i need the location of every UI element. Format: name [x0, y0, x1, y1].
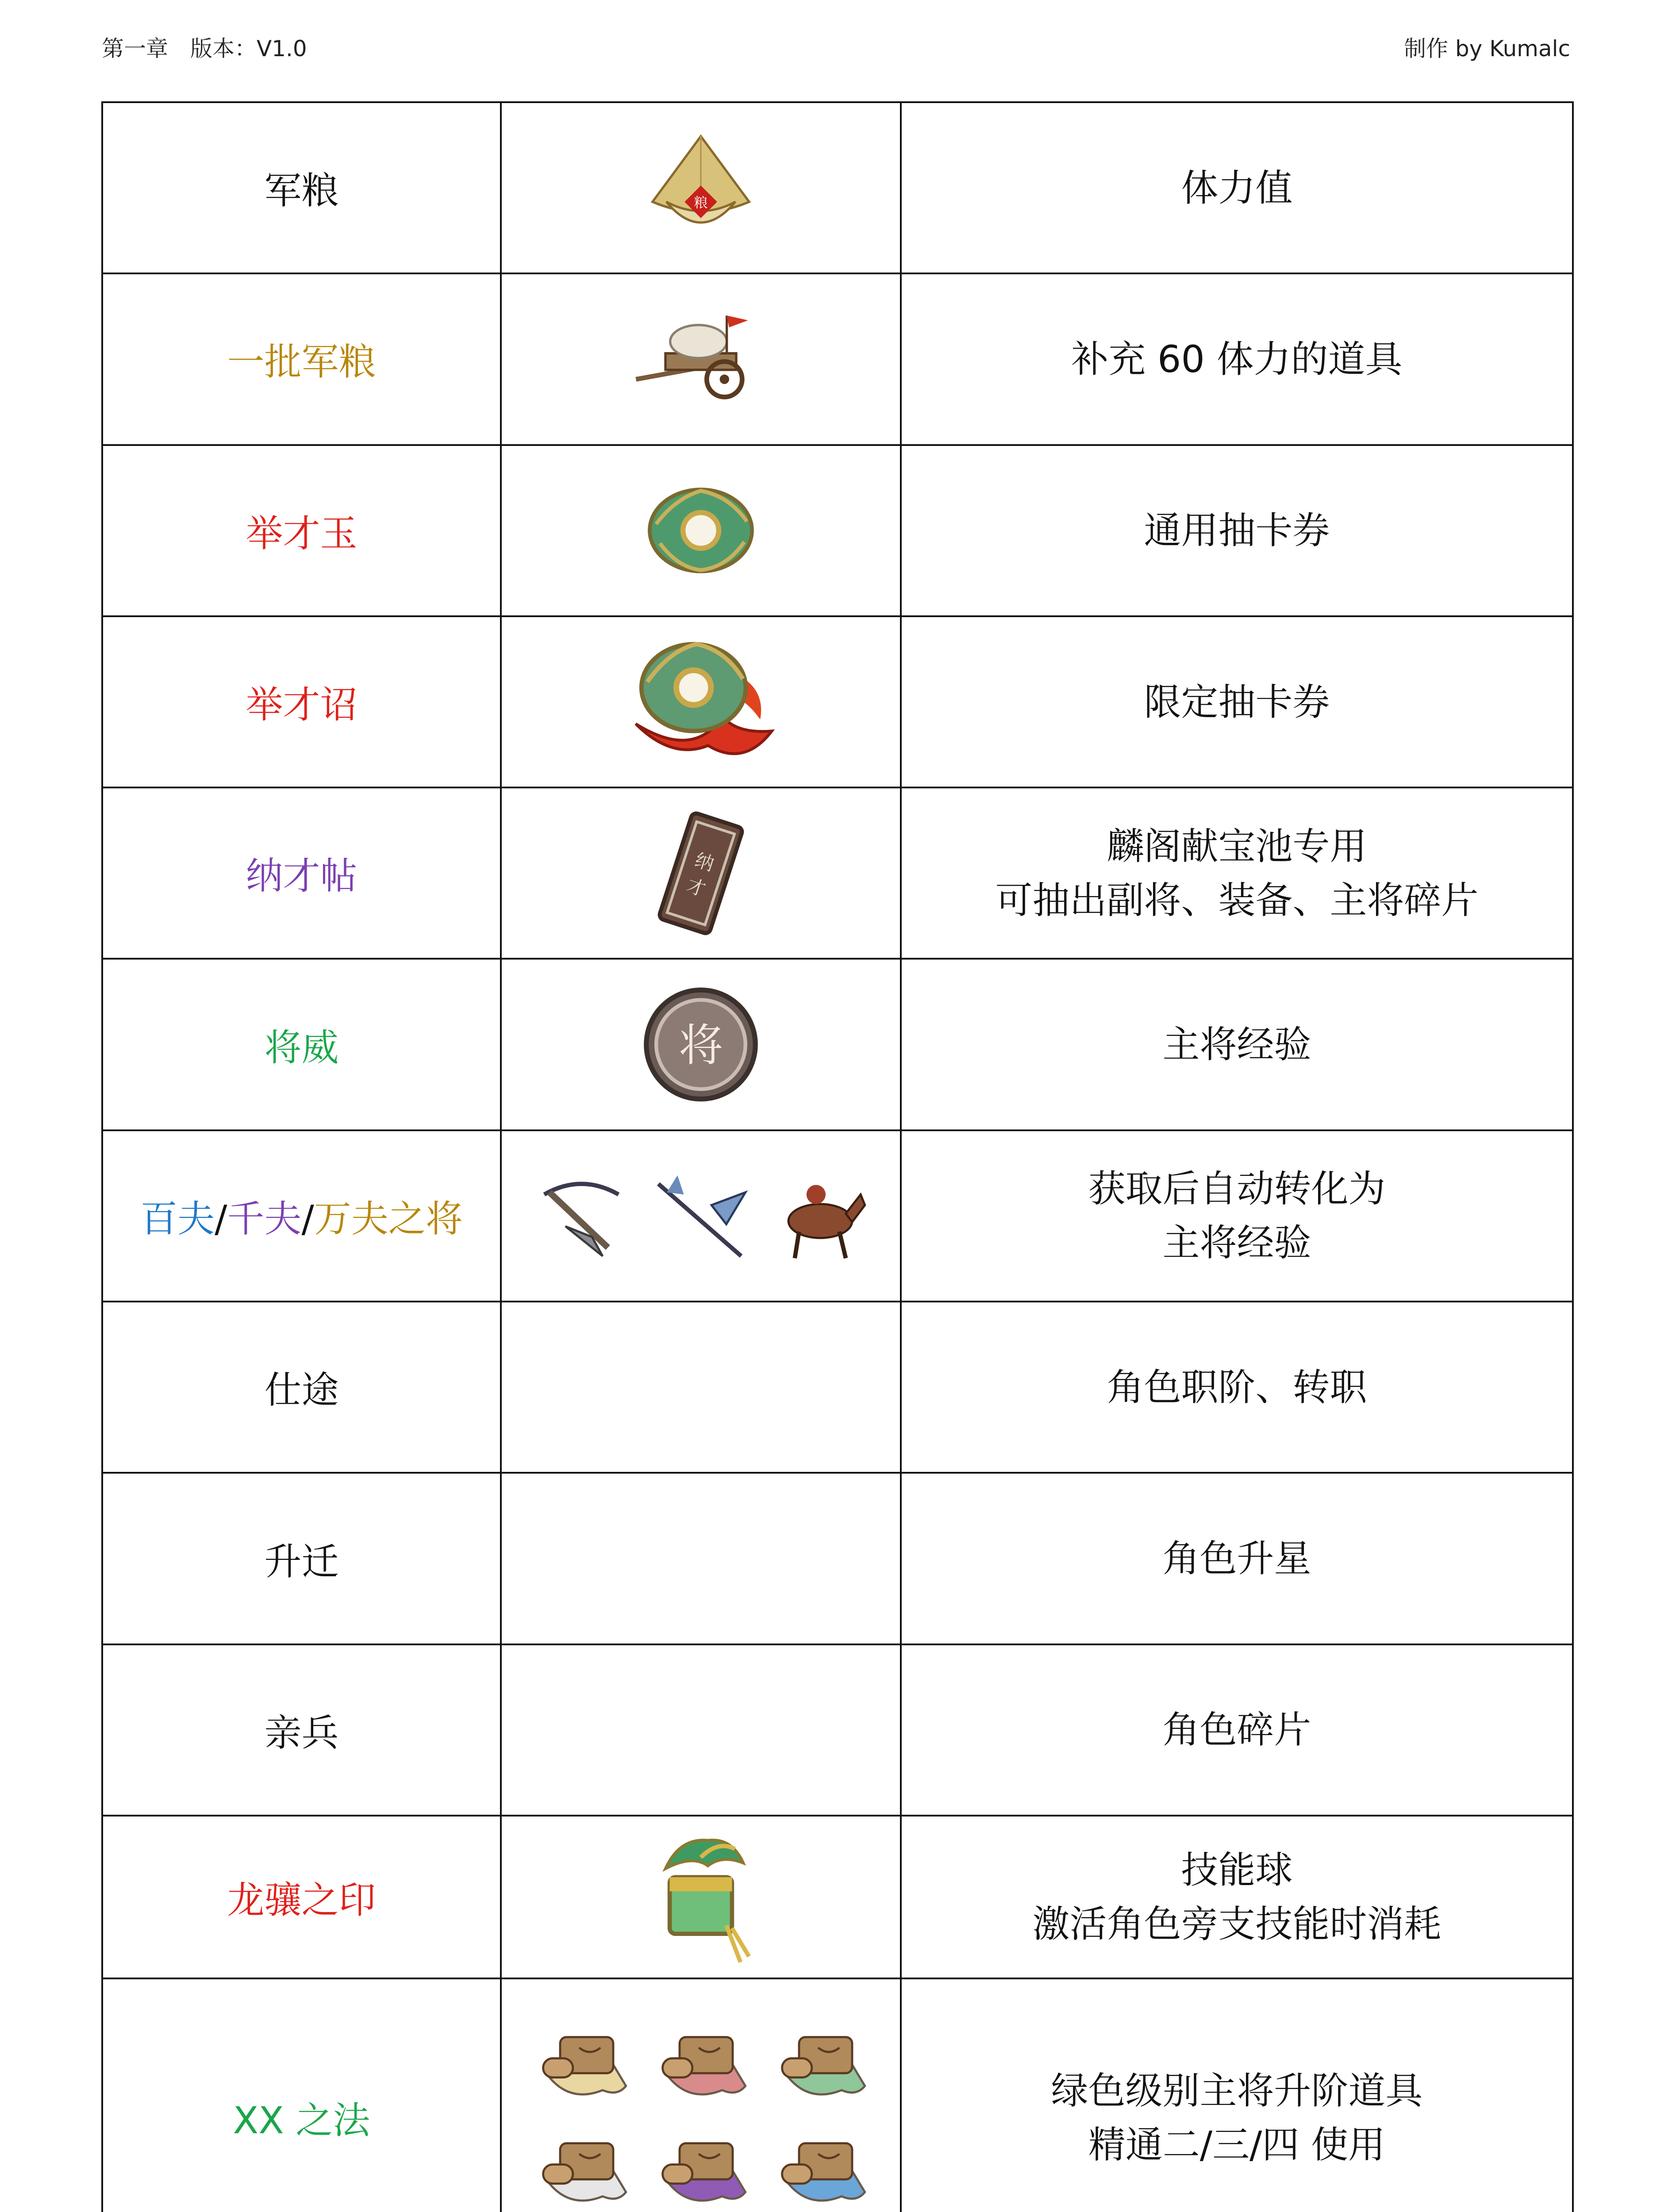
item-name: 将威 [102, 959, 501, 1130]
table-row [102, 1978, 1573, 2212]
svg-text:粮: 粮 [694, 195, 708, 211]
name-sep: / [301, 1197, 314, 1240]
hat-icon [643, 131, 758, 246]
item-table [101, 101, 1574, 2212]
table-row [102, 273, 1573, 445]
cart-icon [630, 304, 772, 415]
item-name: 举才玉 [102, 445, 501, 616]
table-row [102, 616, 1573, 787]
scroll-white-icon [528, 2127, 634, 2212]
empty-icon-cell [501, 1473, 901, 1644]
item-name: XX 之法 [102, 1978, 501, 2212]
item-desc-line: 通用抽卡券 [1144, 509, 1330, 553]
name-sep: / [215, 1197, 227, 1240]
item-desc-line: 激活角色旁支技能时消耗 [1032, 1902, 1441, 1946]
name-part-3: 万夫之将 [314, 1197, 463, 1240]
item-desc-line: 限定抽卡券 [1144, 680, 1330, 724]
horse-icon [767, 1163, 873, 1269]
spear-icon [648, 1163, 754, 1269]
item-name: 仕途 [102, 1302, 501, 1473]
name-part-2: 千夫 [227, 1197, 302, 1240]
crossbow-icon [528, 1163, 634, 1269]
svg-text:将: 将 [678, 1019, 723, 1071]
item-desc-line: 技能球 [1181, 1848, 1293, 1892]
table-row [102, 1130, 1573, 1302]
item-name: 一批军粮 [102, 273, 501, 445]
jade-ribbon-icon [621, 629, 780, 775]
table-row [102, 1816, 1573, 1978]
item-desc-line: 绿色级别主将升阶道具 [1051, 2069, 1423, 2112]
item-name [102, 1130, 501, 1302]
item-name: 亲兵 [102, 1644, 501, 1816]
item-desc-line: 主将经验 [1162, 1023, 1311, 1067]
item-desc-line: 麟阁献宝池专用 [1107, 824, 1367, 868]
header-author: 制作 by Kumalc [1404, 36, 1570, 61]
item-desc-line: 主将经验 [1162, 1221, 1311, 1265]
scroll-red-icon [648, 2020, 754, 2109]
scroll-gold-icon [528, 2020, 634, 2109]
item-desc-line: 体力值 [1181, 166, 1293, 210]
jade-icon [637, 473, 765, 588]
item-name: 举才诏 [102, 616, 501, 787]
item-name: 军粮 [102, 102, 501, 273]
item-desc-line: 角色碎片 [1162, 1708, 1311, 1752]
table-row [102, 1302, 1573, 1473]
empty-icon-cell [501, 1644, 901, 1816]
header-chapter-version: 第一章 版本：V1.0 [102, 36, 307, 61]
table-row [102, 1644, 1573, 1816]
scroll-blue-icon [767, 2127, 873, 2212]
item-name: 纳才帖 [102, 787, 501, 959]
dragon-seal-icon [643, 1826, 758, 1968]
item-name: 龙骧之印 [102, 1816, 501, 1978]
scroll-icon-grid [502, 2020, 900, 2212]
table-row [102, 787, 1573, 959]
item-desc-line: 精通二/三/四 使用 [1088, 2123, 1386, 2166]
item-desc-line: 可抽出副将、装备、主将碎片 [995, 878, 1479, 922]
table-row [102, 1473, 1573, 1644]
table-row [102, 102, 1573, 273]
name-part-1: 百夫 [140, 1197, 215, 1240]
svg-text:才: 才 [684, 874, 709, 901]
scroll-green-icon [767, 2020, 873, 2109]
item-desc-line: 角色职阶、转职 [1107, 1365, 1367, 1409]
svg-text:纳: 纳 [692, 849, 717, 876]
empty-icon-cell [501, 1302, 901, 1473]
item-desc-line: 获取后自动转化为 [1088, 1167, 1386, 1211]
table-row [102, 959, 1573, 1130]
item-desc-line: 角色升星 [1162, 1537, 1311, 1581]
scroll-purple-icon [648, 2127, 754, 2212]
tablet-icon [652, 807, 750, 940]
item-name: 升迁 [102, 1473, 501, 1644]
item-desc-line: 补充 60 体力的道具 [1071, 337, 1403, 381]
coin-icon [639, 983, 763, 1106]
table-row [102, 445, 1573, 616]
